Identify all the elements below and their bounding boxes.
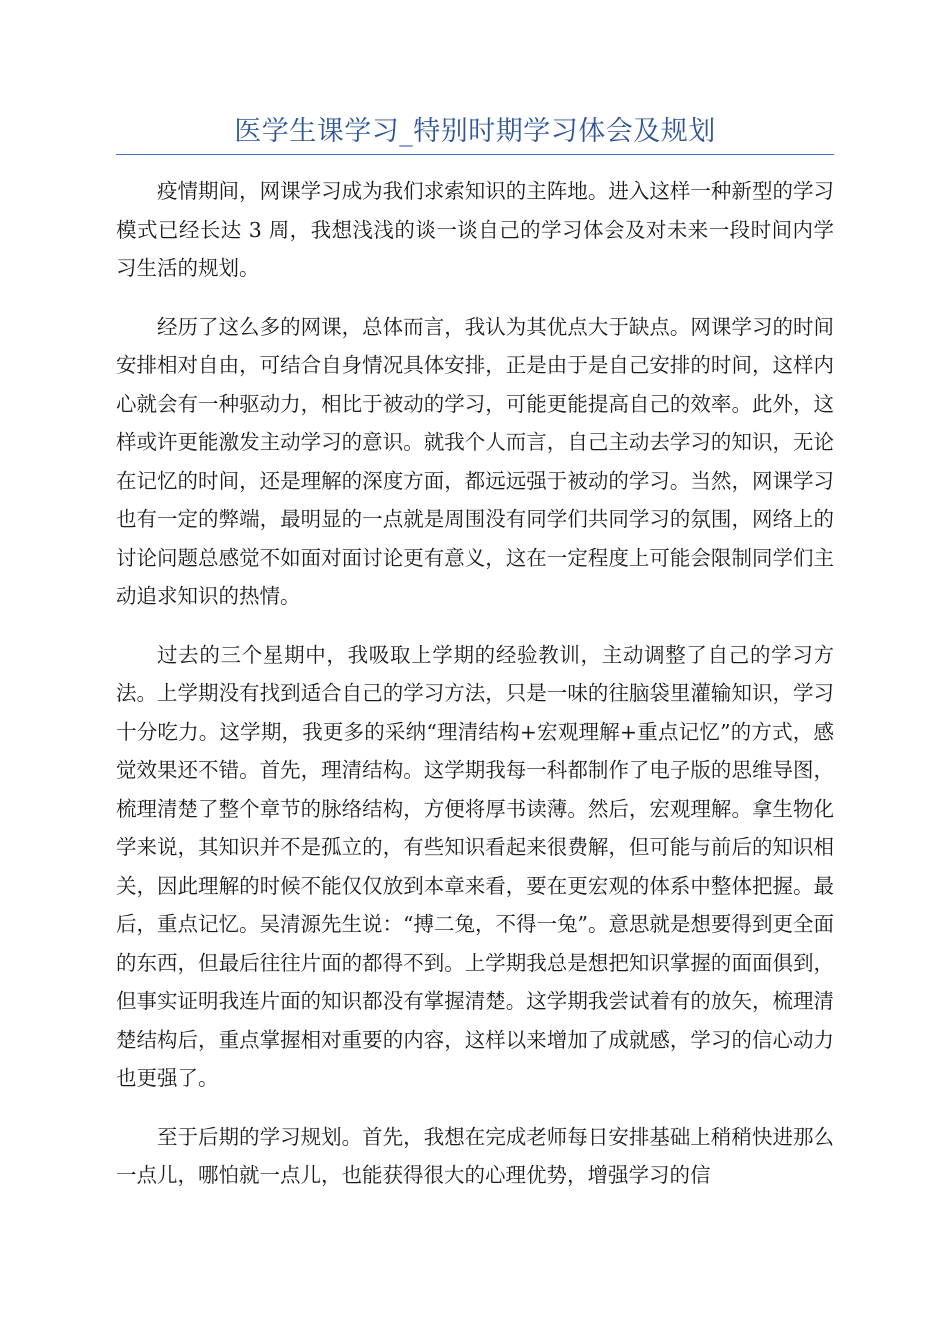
paragraph-3: 过去的三个星期中，我吸取上学期的经验教训，主动调整了自己的学习方法。上学期没有找到适合自己的学习方法，只是一味的往脑袋里灌输知识，学习十分吃力。这学期，我更多的采纳“理清结构+宏观理解+重点记忆”的方式，感觉效果还不错。首先，理清结构。这学期我每一科都制作了电子版的思维导图，梳理清楚了整个章节的脉络结构，方便将厚书读薄。然后，宏观理解。拿生物化学来说，其知识并不是孤立的，有些知识看起来很费解，但可能与前后的知识相关，因此理解的时候不能仅仅放到本章来看，要在更宏观的体系中整体把握。最后，重点记忆。吴清源先生说：“搏二兔，不得一兔”。意思就是想要得到更全面的东西，但最后往往片面的都得不到。上学期我总是想把知识掌握的面面俱到，但事实证明我连片面的知识都没有掌握清楚。这学期我尝试着有的放矢，梳理清楚结构后，重点掌握相对重要的内容，这样以来增加了成就感，学习的信心动力也更强了。 — [116, 642, 834, 1090]
document-body — [116, 172, 834, 1215]
paragraph-2: 经历了这么多的网课，总体而言，我认为其优点大于缺点。网课学习的时间安排相对自由，可结合自身情况具体安排，正是由于是自己安排的时间，这样内心就会有一种驱动力，相比于被动的学习，可能更能提高自己的效率。此外，这样或许更能激发主动学习的意识。就我个人而言，自己主动去学习的知识，无论在记忆的时间，还是理解的深度方面，都远远强于被动的学习。当然，网课学习也有一定的弊端，最明显的一点就是周围没有同学们共同学习的氛围，网络上的讨论问题总感觉不如面对面讨论更有意义，这在一定程度上可能会限制同学们主动追求知识的热情。 — [116, 314, 834, 608]
title-underline — [116, 154, 834, 155]
document-title: 医学生课学习_特别时期学习体会及规划 — [234, 116, 716, 147]
paragraph-1: 疫情期间，网课学习成为我们求索知识的主阵地。进入这样一种新型的学习模式已经长达 3 周，我想浅浅的谈一谈自己的学习体会及对未来一段时间内学习生活的规划。 — [116, 179, 834, 280]
paragraph-4: 至于后期的学习规划。首先，我想在完成老师每日安排基础上稍稍快进那么一点儿，哪怕就一点儿，也能获得很大的心理优势，增强学习的信 — [116, 1124, 834, 1187]
